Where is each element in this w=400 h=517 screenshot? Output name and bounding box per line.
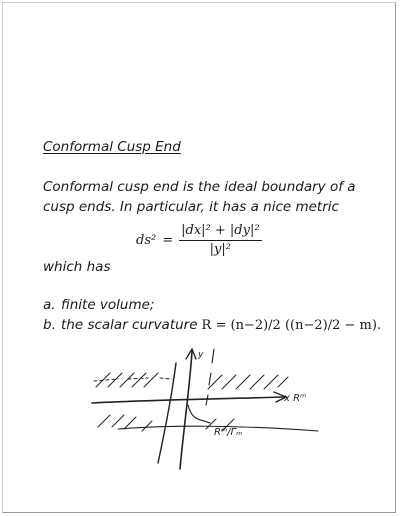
slide-page [2, 2, 396, 513]
formula-denominator: |y|² [209, 242, 231, 257]
list-item-text: the scalar curvature [61, 317, 198, 333]
formula-fraction [179, 223, 261, 257]
formula-numerator: |dx|² + |dy|² [179, 223, 261, 241]
property-list [43, 295, 381, 336]
list-item [43, 295, 381, 315]
sketch-label-y: y [198, 350, 204, 360]
list-marker: b. [43, 317, 56, 333]
formula-lhs: ds² [136, 232, 157, 248]
sketch-label-rm: x Rᵐ [284, 393, 307, 404]
list-item [43, 315, 381, 336]
list-marker: a. [43, 297, 56, 313]
hand-drawn-sketch [88, 345, 328, 475]
curvature-formula: R = (n−2)/2 ((n−2)/2 − m). [201, 318, 382, 333]
sketch-label-quotient: Rᵐ/Γₘ [214, 427, 243, 438]
section-heading: Conformal Cusp End [43, 139, 181, 155]
which-has-text: which has [43, 259, 111, 275]
metric-formula [136, 223, 262, 257]
intro-paragraph: Conformal cusp end is the ideal boundary of a cusp ends. In particular, it has a nice metric [43, 179, 356, 215]
list-item-text: finite volume; [61, 297, 155, 313]
formula-equals: = [162, 232, 174, 248]
